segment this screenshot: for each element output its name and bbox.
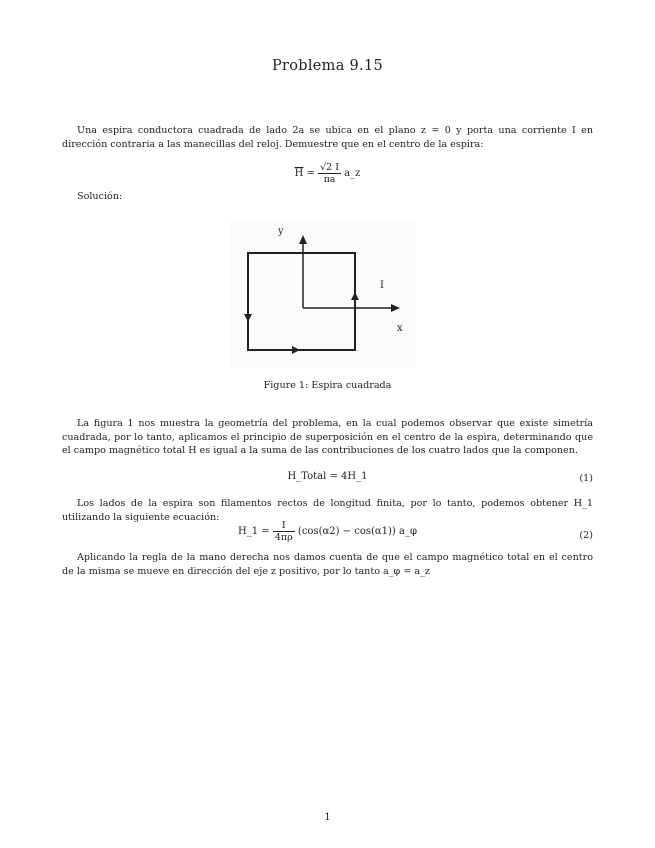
x-axis-label: x [397,323,403,334]
figure-caption: Figure 1: Espira cuadrada [263,380,392,391]
main-eq-numerator: √2 I [320,162,339,173]
figure-square-loop [230,220,416,368]
eq2-numerator: I [273,520,295,532]
main-eq-equals: = [306,168,315,179]
equation-2 [0,520,655,543]
paragraph-symmetry: La figura 1 nos muestra la geometría del problema, en la cual podemos observar que existe simetría cuadrada, por lo tanto, aplicamos el principio de superposición en el centro de la espira, determinando que el campo magnético total H es igual a la suma de las contribuciones de los cuatro lados que la componen. [62,418,593,456]
eq2-rhs: (cos(α2) − cos(α1)) a_φ [297,526,417,537]
solution-label: Solución: [77,191,123,202]
main-equation [0,162,655,185]
loop-diagram [230,220,416,368]
eq2-fraction [273,520,295,543]
equation-1-number: (1) [579,473,593,484]
problem-statement: Una espira conductora cuadrada de lado 2a se ubica en el plano z = 0 y porta una corriente I en dirección contraria a las manecillas del reloj. Demuestre que en el centro de la espira: [62,125,593,150]
main-eq-unit-vector: a_z [344,168,361,179]
equation-1: H_Total = 4H_1 [287,471,368,482]
paragraph-filaments: Los lados de la espira son filamentos rectos de longitud finita, por lo tanto, podemos obtener H_1 utilizando la siguiente ecuación: [62,498,593,523]
page-title: Problema 9.15 [271,58,384,74]
main-eq-lhs: $\overline{H}$ [294,168,304,179]
main-eq-fraction [318,162,341,185]
y-axis-label: y [278,226,284,237]
page-number: 1 [324,812,331,823]
equation-2-number: (2) [579,530,593,541]
eq2-denominator: 4πρ [274,532,293,543]
main-eq-denominator: πa [323,174,336,185]
paragraph-right-hand-rule: Aplicando la regla de la mano derecha nos damos cuenta de que el campo magnético total en el centro de la misma se mueve en dirección del eje z positivo, por lo tanto a_φ = a_z [62,552,593,577]
eq2-lhs: H_1 = [238,526,270,537]
current-label: I [380,280,384,291]
